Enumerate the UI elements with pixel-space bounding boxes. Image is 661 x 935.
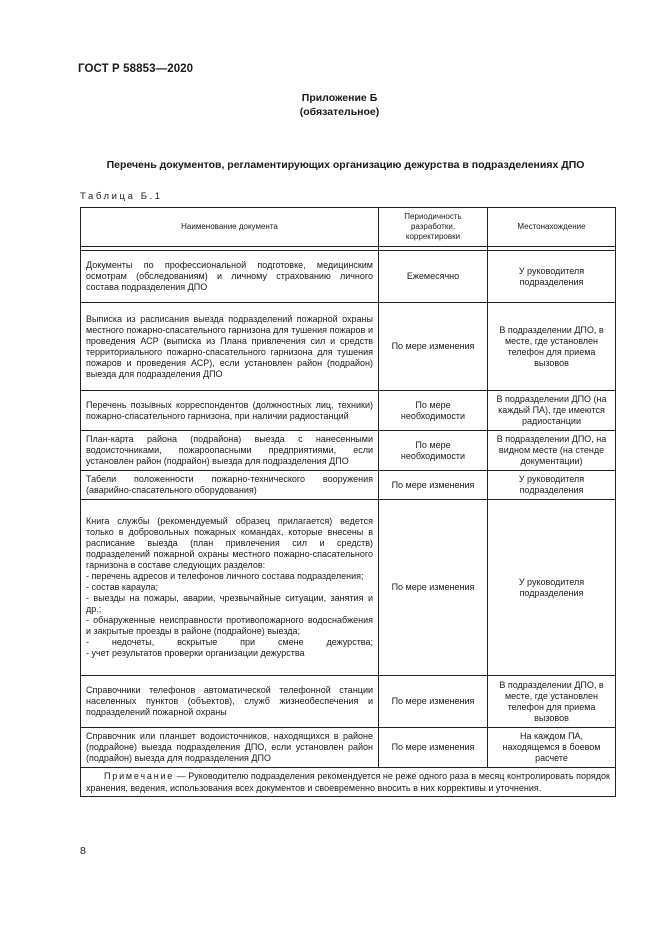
- row-location: У руководителя подразделения: [488, 251, 616, 303]
- row-location: В подразделении ДПО (на каждый ПА), где имеются радиостанции: [488, 391, 616, 431]
- header-period: Периодичность разработки, корректировки: [379, 208, 488, 247]
- list-item: - перечень адресов и телефонов личного состава подразделения;: [86, 571, 364, 581]
- row-document-name: Справочник или планшет водоисточников, находящихся в районе (подрайоне) выезда подразделения ДПО, если установлен район (подрайон) выезда для подразделения ДПО: [81, 728, 379, 768]
- table-note: [81, 768, 616, 797]
- table-row: [81, 251, 616, 303]
- table-row: [81, 676, 616, 728]
- documents-table: [80, 207, 616, 797]
- service-book-description: Книга службы (рекомендуемый образец прилагается) ведется только в добровольных пожарных командах, которые внесены в расписание выезда (план привлечения сил и средств) подразделений пожарной охраны местного пожарно-спасательного гарнизона в составе следующих разделов:: [86, 516, 373, 570]
- row-location: У руководителя подразделения: [488, 471, 616, 500]
- list-item: - выезды на пожары, аварии, чрезвычайные ситуации, занятия и др.;: [86, 593, 373, 614]
- table-row: [81, 391, 616, 431]
- row-document-name: [81, 500, 379, 676]
- row-location: На каждом ПА, находящемся в боевом расчете: [488, 728, 616, 768]
- page-number: 8: [80, 845, 86, 857]
- row-period: По мере изменения: [379, 728, 488, 768]
- table-label: Таблица Б.1: [80, 191, 163, 202]
- row-document-name: План-карта района (подрайона) выезда с нанесенными водоисточниками, пожароопасными предприятиями, если установлен район (подрайон) выезда для подразделения ДПО: [81, 431, 379, 471]
- row-period: По мере изменения: [379, 471, 488, 500]
- row-period: По мере необходимости: [379, 431, 488, 471]
- table-row: [81, 303, 616, 391]
- standard-number: ГОСТ Р 58853—2020: [78, 63, 194, 75]
- row-document-name: Документы по профессиональной подготовке, медицинским осмотрам (обследованиям) и личному страхованию личного состава подразделения ДПО: [81, 251, 379, 303]
- note-lead: Примечание: [104, 771, 175, 781]
- row-period: По мере изменения: [379, 303, 488, 391]
- list-item: - учет результатов проверки организации дежурства: [86, 648, 305, 658]
- list-item: - обнаруженные неисправности противопожарного водоснабжения и закрытые проезды в районе (подрайоне) выезда;: [86, 615, 373, 636]
- row-period: По мере изменения: [379, 676, 488, 728]
- table-header-row: [81, 208, 616, 247]
- table-row: [81, 728, 616, 768]
- header-document-name: Наименование документа: [81, 208, 379, 247]
- row-location: В подразделении ДПО, в месте, где установлен телефон для приема вызовов: [488, 676, 616, 728]
- appendix-heading: [0, 91, 661, 119]
- header-location: Местонахождение: [488, 208, 616, 247]
- row-document-name: Перечень позывных корреспондентов (должностных лиц, техники) пожарно-спасательного гарнизона, при наличии радиостанций: [81, 391, 379, 431]
- row-period: По мере необходимости: [379, 391, 488, 431]
- list-item: - недочеты, вскрытые при смене дежурства;: [86, 637, 373, 647]
- row-location: У руководителя подразделения: [488, 500, 616, 676]
- row-document-name: Справочники телефонов автоматической телефонной станции населенных пунктов (объектов), служб жизнеобеспечения и подразделений пожарной охраны: [81, 676, 379, 728]
- document-title: [0, 159, 661, 171]
- row-document-name: Табели положенности пожарно-технического вооружения (аварийно-спасательного оборудования): [81, 471, 379, 500]
- list-item: - состав караула;: [86, 582, 159, 592]
- table-row: [81, 500, 616, 676]
- table-row: [81, 431, 616, 471]
- row-document-name: Выписка из расписания выезда подразделений пожарной охраны местного пожарно-спасательного гарнизона для тушения пожаров и проведения АСР (выписка из Плана привлечения сил и средств территориального пожарно-спасательного гарнизона для тушения пожаров и проведения АСР), если установлен район (подрайон) выезда для подразделения ДПО: [81, 303, 379, 391]
- row-location: В подразделении ДПО, на видном месте (на стенде документации): [488, 431, 616, 471]
- row-location: В подразделении ДПО, в месте, где установлен телефон для приема вызовов: [488, 303, 616, 391]
- document-title-text: Перечень документов, регламентирующих организацию дежурства в подразделениях ДПО: [106, 159, 585, 171]
- table-note-row: [81, 768, 616, 797]
- table-row: [81, 471, 616, 500]
- note-text: — Руководителю подразделения рекомендуется не реже одного раза в месяц контролировать порядок хранения, ведения, использования всех документов и своевременно вносить в них коррективы и уточнения.: [86, 771, 610, 793]
- appendix-subtitle: (обязательное): [299, 106, 380, 118]
- row-period: Ежемесячно: [379, 251, 488, 303]
- appendix-title: Приложение Б: [301, 92, 378, 104]
- row-period: По мере изменения: [379, 500, 488, 676]
